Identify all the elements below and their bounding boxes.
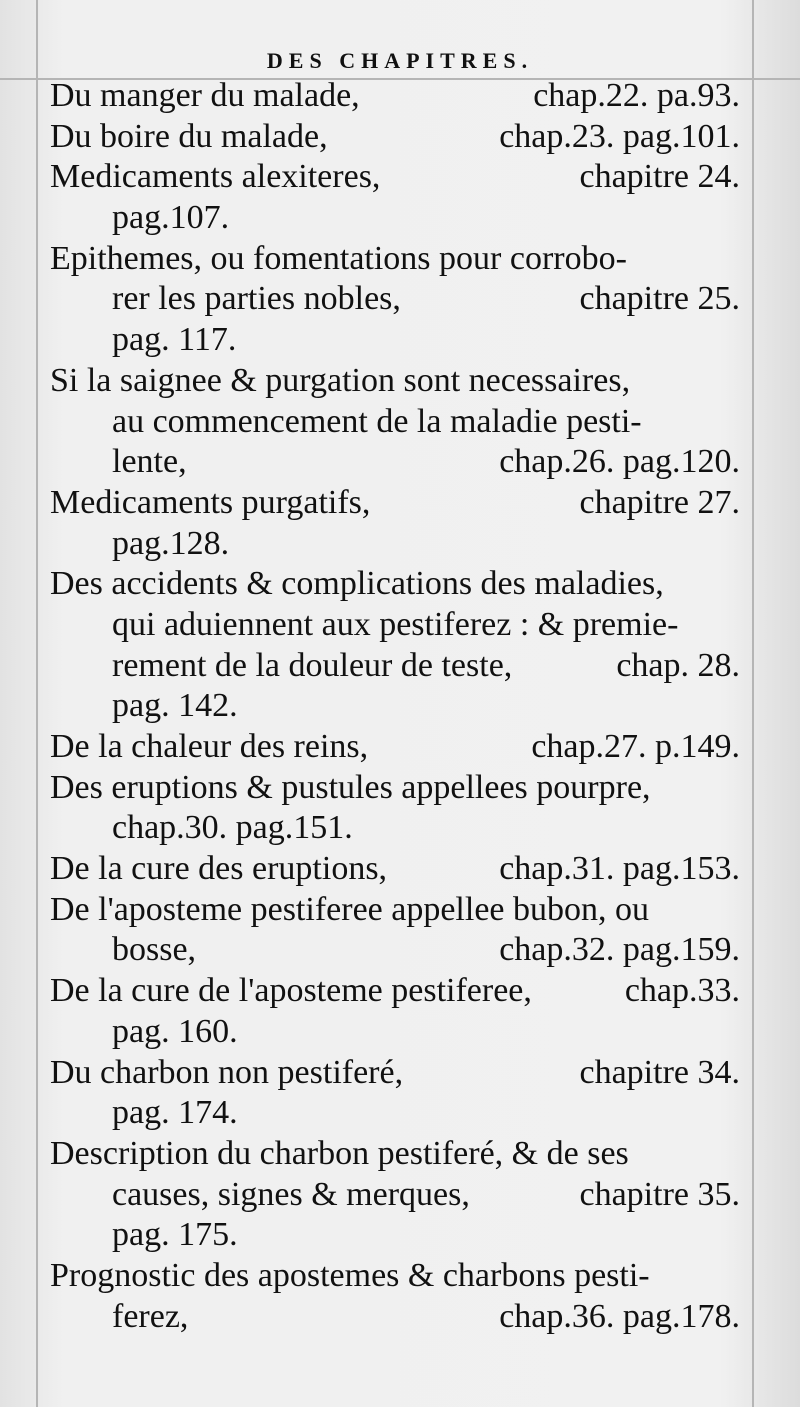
entry-text: Des eruptions & pustules appellees pourpre, bbox=[50, 768, 651, 806]
chapter-entry-line bbox=[50, 1297, 740, 1338]
entry-text: De la cure de l'aposteme pestiferee, bbox=[50, 972, 532, 1010]
chapter-entry-line bbox=[50, 442, 740, 483]
chapter-entry-line bbox=[50, 402, 740, 443]
entry-text: pag. 174. bbox=[112, 1094, 238, 1132]
entry-reference: chap.22. pa.93. bbox=[533, 77, 740, 114]
entry-reference: chap.32. pag.159. bbox=[499, 931, 740, 969]
entry-reference: chap.36. pag.178. bbox=[499, 1297, 740, 1335]
chapter-entry-line bbox=[50, 686, 740, 727]
chapter-entry-line bbox=[50, 239, 740, 280]
entry-text: De la cure des eruptions, bbox=[50, 850, 388, 888]
chapter-entry-line bbox=[50, 808, 740, 849]
chapter-entry-line bbox=[50, 1256, 740, 1297]
entry-text: bosse, bbox=[112, 931, 197, 969]
chapter-entry-line bbox=[50, 524, 740, 565]
entry-reference: chap.27. p.149. bbox=[531, 728, 740, 765]
chapter-entry-line bbox=[50, 1093, 740, 1134]
chapter-entry-line bbox=[50, 198, 740, 239]
chapter-list bbox=[50, 76, 740, 1337]
chapter-entry-line bbox=[50, 1053, 740, 1094]
entry-reference: chap.31. pag.153. bbox=[499, 850, 740, 888]
chapter-entry-line bbox=[50, 157, 740, 198]
chapter-entry-line bbox=[50, 727, 740, 768]
entry-text: De la chaleur des reins, bbox=[50, 728, 369, 765]
entry-reference: chapitre 34. bbox=[579, 1053, 740, 1091]
entry-text: qui aduiennent aux pestiferez : & premie- bbox=[112, 605, 679, 643]
entry-text: Du boire du malade, bbox=[50, 117, 328, 155]
chapter-entry-line bbox=[50, 1175, 740, 1216]
entry-text: rement de la douleur de teste, bbox=[112, 646, 513, 684]
chapter-entry-line bbox=[50, 890, 740, 931]
entry-text: pag. 142. bbox=[112, 687, 238, 725]
chapter-entry-line bbox=[50, 849, 740, 890]
chapter-entry-line bbox=[50, 646, 740, 687]
chapter-entry-line bbox=[50, 117, 740, 158]
entry-text: Medicaments alexiteres, bbox=[50, 158, 381, 196]
chapter-entry-line bbox=[50, 76, 740, 117]
chapter-entry-line bbox=[50, 971, 740, 1012]
entry-reference: chap.33. bbox=[624, 972, 740, 1010]
entry-text: ferez, bbox=[112, 1297, 189, 1335]
entry-text: lente, bbox=[112, 443, 187, 481]
entry-text: pag.107. bbox=[112, 199, 230, 237]
entry-text: causes, signes & merques, bbox=[112, 1175, 470, 1213]
entry-reference: chap.23. pag.101. bbox=[499, 117, 740, 155]
frame-line-right bbox=[752, 0, 754, 1407]
entry-reference: chap.26. pag.120. bbox=[499, 443, 740, 481]
chapter-entry-line bbox=[50, 605, 740, 646]
frame-line-left bbox=[36, 0, 38, 1407]
entry-reference: chapitre 24. bbox=[579, 158, 740, 196]
chapter-entry-line bbox=[50, 483, 740, 524]
entry-text: rer les parties nobles, bbox=[112, 280, 401, 318]
entry-text: Prognostic des apostemes & charbons pesti- bbox=[50, 1256, 650, 1294]
entry-reference: chapitre 27. bbox=[579, 483, 740, 521]
entry-text: Des accidents & complications des maladies, bbox=[50, 565, 664, 603]
entry-text: De l'aposteme pestiferee appellee bubon, ou bbox=[50, 890, 650, 928]
entry-text: pag.128. bbox=[112, 524, 230, 562]
entry-reference: chapitre 25. bbox=[579, 280, 740, 318]
chapter-entry-line bbox=[50, 1012, 740, 1053]
chapter-entry-line bbox=[50, 1215, 740, 1256]
entry-text: Du manger du malade, bbox=[50, 77, 360, 114]
entry-text: pag. 175. bbox=[112, 1216, 238, 1254]
entry-reference: chapitre 35. bbox=[579, 1175, 740, 1213]
chapter-entry-line bbox=[50, 279, 740, 320]
entry-text: pag. 117. bbox=[112, 321, 237, 359]
entry-text: chap.30. pag.151. bbox=[112, 809, 353, 847]
entry-text: Medicaments purgatifs, bbox=[50, 483, 371, 521]
entry-text: au commencement de la maladie pesti- bbox=[112, 402, 642, 440]
chapter-entry-line bbox=[50, 564, 740, 605]
chapter-entry-line bbox=[50, 320, 740, 361]
page-header: DES CHAPITRES. bbox=[266, 48, 534, 73]
chapter-entry-line bbox=[50, 361, 740, 402]
entry-text: Du charbon non pestiferé, bbox=[50, 1053, 404, 1091]
chapter-entry-line bbox=[50, 930, 740, 971]
chapter-entry-line bbox=[50, 1134, 740, 1175]
entry-text: Si la saignee & purgation sont necessaires, bbox=[50, 361, 631, 399]
chapter-entry-line bbox=[50, 768, 740, 809]
entry-text: Epithemes, ou fomentations pour corrobo- bbox=[50, 239, 627, 277]
entry-reference: chap. 28. bbox=[616, 646, 740, 684]
entry-text: Description du charbon pestiferé, & de ses bbox=[50, 1134, 629, 1172]
entry-text: pag. 160. bbox=[112, 1012, 238, 1050]
